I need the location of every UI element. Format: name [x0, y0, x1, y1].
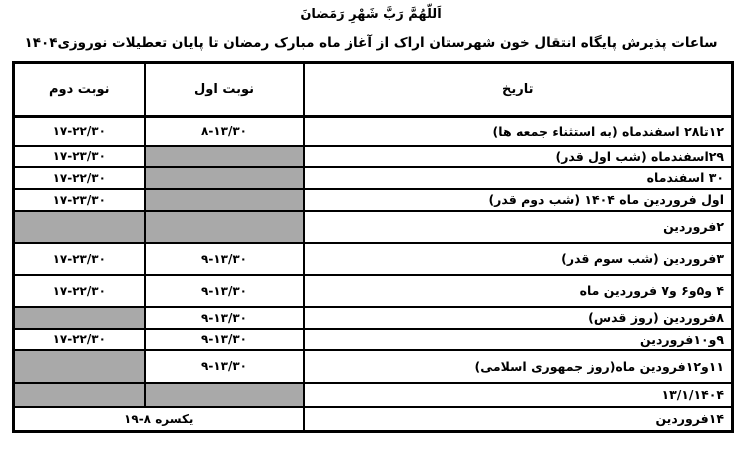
page-title: ساعات پذیرش پایگاه انتقال خون شهرستان اراک از آغاز ماه مبارک رمضان تا پایان تعطیلات نوروزی۱۴۰۴: [24, 35, 718, 51]
table-row: [14, 211, 733, 243]
shift1-cell: [145, 211, 304, 243]
shift1-cell: ۹-۱۳/۳۰: [145, 275, 304, 307]
shift2-cell: ۱۷-۲۲/۳۰: [14, 167, 145, 189]
table-row: [14, 350, 733, 383]
date-cell: ۳۰ اسفندماه: [304, 167, 733, 189]
shift2-cell: [14, 383, 145, 407]
table-row: [14, 243, 733, 275]
date-cell: ۹و۱۰فروردین: [304, 329, 733, 350]
date-cell: ۱۱و۱۲فرودین ماه(روز جمهوری اسلامی): [304, 350, 733, 383]
table-row: [14, 189, 733, 211]
table-row: [14, 407, 733, 432]
shift1-column-header: نوبت اول: [145, 63, 304, 117]
shift2-cell: ۱۷-۲۲/۳۰: [14, 275, 145, 307]
merged-shifts-cell: ۱۹-۸ یکسره: [14, 407, 304, 432]
date-column-header: تاریخ: [304, 63, 733, 117]
shift1-cell: ۹-۱۳/۳۰: [145, 307, 304, 329]
shift2-column-header: نوبت دوم: [14, 63, 145, 117]
date-cell: ۱۳/۱/۱۴۰۴: [304, 383, 733, 407]
shift1-cell: [145, 146, 304, 167]
shift2-cell: [14, 307, 145, 329]
hours-table: [12, 61, 734, 433]
shift2-cell: ۱۷-۲۲/۳۰: [14, 117, 145, 146]
date-cell: ۱۴فروردین: [304, 407, 733, 432]
table-row: [14, 383, 733, 407]
table-row: [14, 329, 733, 350]
date-cell: ۱۲تا۲۸ اسفندماه (به استثناء جمعه ها): [304, 117, 733, 146]
shift1-cell: ۹-۱۳/۳۰: [145, 329, 304, 350]
shift2-cell: ۱۷-۲۳/۳۰: [14, 146, 145, 167]
header-row: [14, 63, 733, 117]
shift2-cell: [14, 211, 145, 243]
date-cell: ۳فروردین (شب سوم قدر): [304, 243, 733, 275]
shift1-cell: [145, 189, 304, 211]
table-row: [14, 167, 733, 189]
table-row: [14, 307, 733, 329]
shift2-cell: [14, 350, 145, 383]
shift1-cell: [145, 383, 304, 407]
shift1-cell: [145, 167, 304, 189]
shift2-cell: ۱۷-۲۲/۳۰: [14, 329, 145, 350]
shift1-cell: ۸-۱۳/۳۰: [145, 117, 304, 146]
table-row: [14, 117, 733, 146]
table-row: [14, 275, 733, 307]
shift2-cell: ۱۷-۲۳/۳۰: [14, 189, 145, 211]
shift1-cell: ۹-۱۳/۳۰: [145, 243, 304, 275]
table-row: [14, 146, 733, 167]
bismillah-title: اَللّهُمَّ رَبَّ شَهْرِ رَمَضانَ: [300, 7, 442, 22]
date-cell: اول فروردین ماه ۱۴۰۴ (شب دوم قدر): [304, 189, 733, 211]
date-cell: ۲۹اسفندماه (شب اول قدر): [304, 146, 733, 167]
date-cell: ۲فروردین: [304, 211, 733, 243]
shift2-cell: ۱۷-۲۳/۳۰: [14, 243, 145, 275]
date-cell: ۸فروردین (روز قدس): [304, 307, 733, 329]
date-cell: ۴ و۵و۶ و۷ فروردین ماه: [304, 275, 733, 307]
shift1-cell: ۹-۱۳/۳۰: [145, 350, 304, 383]
